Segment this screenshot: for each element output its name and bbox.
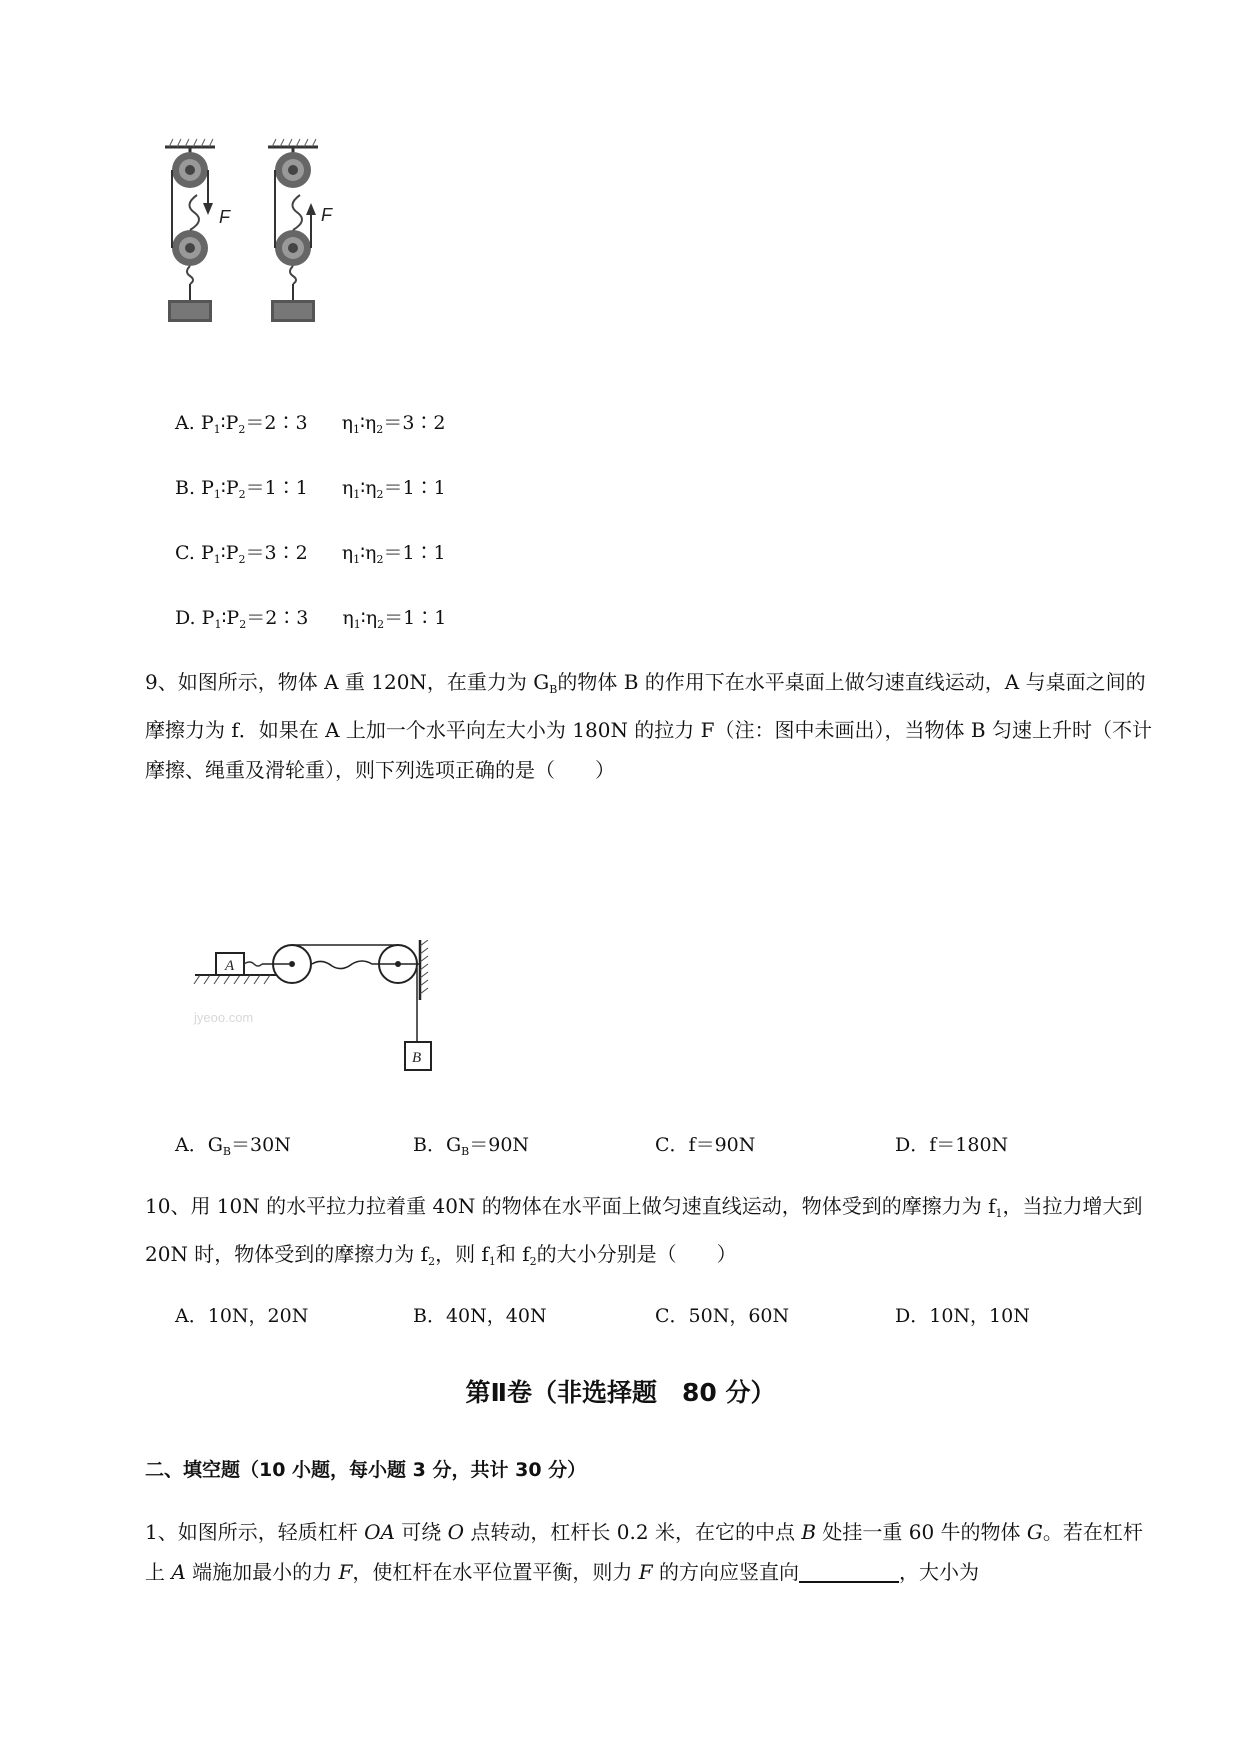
power-ratio: 2∶3 (265, 607, 309, 629)
answer-blank[interactable] (799, 1559, 899, 1583)
q10-option-a: A．10N，20N (175, 1305, 309, 1327)
efficiency-ratio: 1∶1 (403, 607, 447, 629)
power-ratio: 3∶2 (264, 542, 308, 564)
section-title: 第Ⅱ卷（非选择题 80 分） (465, 1378, 776, 1407)
q9-option-c: C．f＝90N (655, 1134, 756, 1156)
q9-option-d: D．f＝180N (895, 1134, 1009, 1156)
q10-option-b: B．40N，40N (413, 1305, 547, 1327)
pulley-figure (155, 135, 355, 335)
block-a-label: A (225, 958, 235, 974)
efficiency-ratio: 1∶1 (402, 542, 446, 564)
q10-option-c: C．50N，60N (655, 1305, 790, 1327)
efficiency-ratio: 1∶1 (402, 477, 446, 499)
efficiency-ratio: 3∶2 (402, 412, 446, 434)
force-label-left: F (219, 207, 230, 227)
pulley-system-left (165, 139, 231, 322)
q9-option-a: A．$G_B=30N$ (175, 1134, 291, 1158)
block-b-label: B (412, 1050, 422, 1066)
power-ratio: 2∶3 (264, 412, 308, 434)
force-label-right: F (321, 205, 332, 225)
q8-option-d: D. $P_1∶P_2=2∶3$ $\eta_1∶\eta_2=1∶1$ (175, 607, 447, 631)
q8-option-c: C. $P_1∶P_2=3∶2$ $\eta_1∶\eta_2=1∶1$ (175, 542, 446, 566)
section-subtitle: 二、填空题（10 小题，每小题 3 分，共计 30 分） (145, 1459, 587, 1481)
pulley-system-right (268, 139, 333, 322)
power-ratio: 1∶1 (264, 477, 308, 499)
q10-option-d: D．10N，10N (895, 1305, 1030, 1327)
watermark: jyeoo.com (194, 1010, 254, 1025)
q9-option-b: B．$G_B=90N$ (413, 1134, 530, 1158)
q8-option-b: B. $P_1∶P_2=1∶1$ $\eta_1∶\eta_2=1∶1$ (175, 477, 446, 501)
question-9-stem: 9、如图所示，物体 A 重 120N，在重力为 $G_B$的物体 B 的作用下在水平桌面上做匀速直线运动，A 与桌面之间的摩擦力为 f．如果在 A 上加一个水平向左大小为 180N 的拉力 F（注：图中未画出），当物体 B 匀速上升时（不计摩擦、绳重及滑轮重），则下列选项正确的是（ ） (145, 670, 1152, 782)
pulley-block-figure (190, 940, 450, 1075)
q8-option-a: A. $P_1∶P_2=2∶3$ $\eta_1∶\eta_2=3∶2$ (175, 412, 446, 436)
question-10-stem: 10、用 10N 的水平拉力拉着重 40N 的物体在水平面上做匀速直线运动，物体受到的摩擦力为 $f_1$，当拉力增大到 20N 时，物体受到的摩擦力为 $f_2$，则 $f_1$和 $f_2$的大小分别是（ ） (145, 1194, 1143, 1268)
fill-question-1: 1、如图所示，轻质杠杆 OA 可绕 O 点转动，杠杆长 0.2 米，在它的中点 B 处挂一重 60 牛的物体 G。若在杠杆上 A 端施加最小的力 F，使杠杆在水平位置平衡，则力 F 的方向应竖直向 ，大小为 (145, 1520, 1143, 1584)
